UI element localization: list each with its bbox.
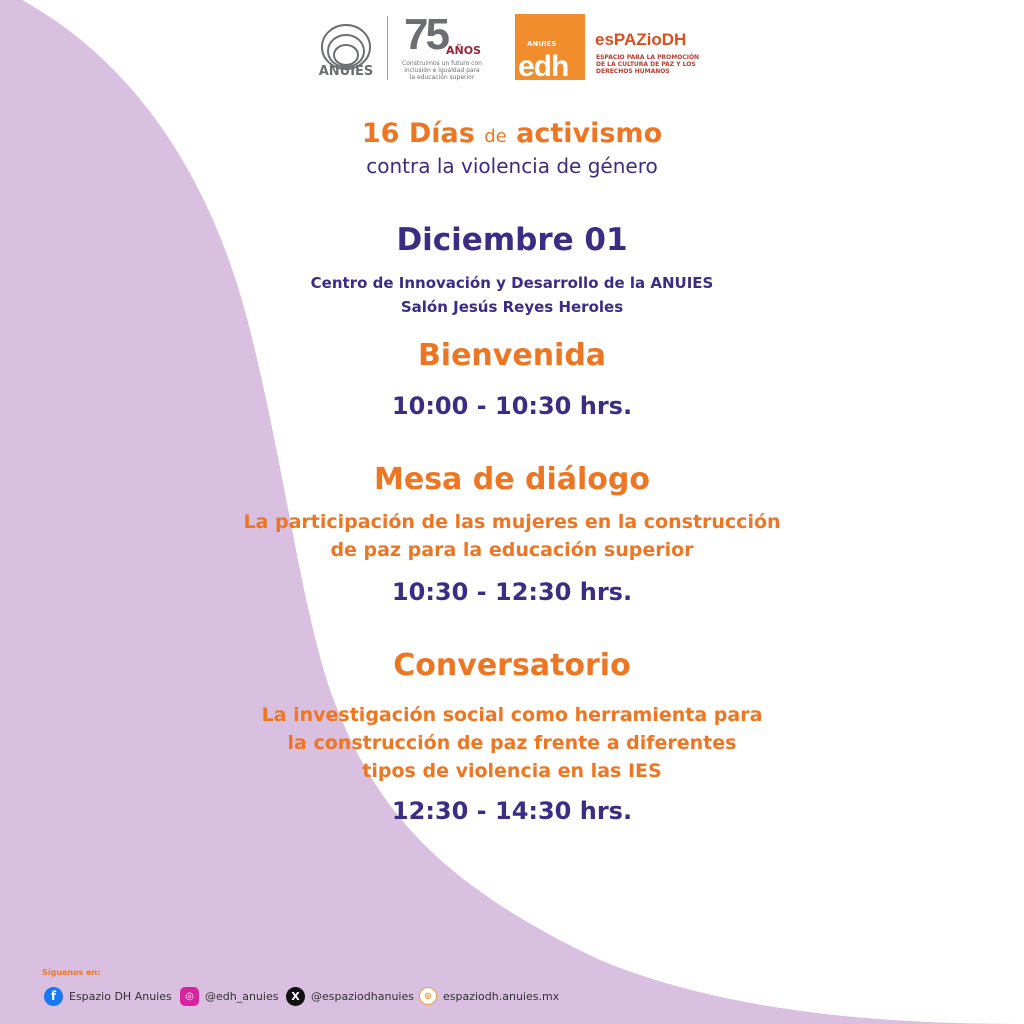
anuies-logo-text: ANUIES [318, 64, 374, 79]
logo-divider [387, 16, 388, 80]
session-description-mesa-line-1: La participación de las mujeres en la construcción [243, 511, 781, 533]
social-x[interactable] [286, 986, 414, 1006]
session-time-bienvenida: 10:00 - 10:30 hrs. [391, 392, 633, 420]
social-instagram[interactable] [180, 986, 278, 1006]
edh-logo-anuies: ANUIES [527, 40, 557, 48]
social-instagram-text: @edh_anuies [205, 989, 279, 1003]
session-title-conversatorio: Conversatorio [393, 648, 631, 683]
campaign-title-part2: de [484, 126, 507, 147]
globe-icon: ⊕ [419, 987, 437, 1005]
facebook-icon: f [44, 987, 63, 1006]
espazio-logo-text: esPAZioDH [595, 30, 687, 49]
session-description-conversatorio-line-3: tipos de violencia en las IES [362, 760, 662, 782]
session-time-conversatorio: 12:30 - 14:30 hrs. [391, 797, 633, 825]
event-date: Diciembre 01 [396, 222, 628, 258]
social-facebook[interactable] [44, 986, 172, 1006]
social-facebook-text: Espazio DH Anuies [69, 989, 172, 1003]
anniversary-logo-number: 75 [404, 10, 447, 59]
instagram-icon: ◎ [180, 987, 199, 1006]
campaign-subtitle: contra la violencia de género [366, 154, 658, 178]
session-description-mesa-line-2: de paz para la educación superior [330, 539, 694, 561]
anniversary-logo-tagline: Construimos un futuro con inclusión e igualdad para la educación superior [402, 60, 482, 81]
social-website[interactable] [419, 986, 559, 1006]
follow-label: Síguenos en: [42, 968, 101, 977]
x-icon: X [286, 987, 305, 1006]
social-x-text: @espaziodhanuies [311, 989, 414, 1003]
venue-line-1: Centro de Innovación y Desarrollo de la ANUIES [310, 274, 714, 292]
campaign-title-part3: activismo [516, 118, 663, 149]
espazio-logo-subtitle: ESPACIO PARA LA PROMOCIÓN DE LA CULTURA DE PAZ Y LOS DERECHOS HUMANOS [596, 54, 700, 75]
anniversary-logo-anos: AÑOS [446, 44, 481, 57]
social-website-text: espaziodh.anuies.mx [443, 989, 560, 1003]
session-time-mesa: 10:30 - 12:30 hrs. [391, 578, 633, 606]
campaign-title [0, 118, 1024, 149]
session-title-mesa: Mesa de diálogo [374, 462, 650, 497]
session-description-conversatorio-line-2: la construcción de paz frente a diferentes [287, 732, 737, 754]
edh-logo-text: edh [518, 50, 569, 83]
campaign-title-part1: 16 Días [361, 118, 475, 149]
session-title-bienvenida: Bienvenida [417, 338, 607, 373]
session-description-conversatorio-line-1: La investigación social como herramienta para [261, 704, 763, 726]
venue-line-2: Salón Jesús Reyes Heroles [400, 298, 624, 316]
